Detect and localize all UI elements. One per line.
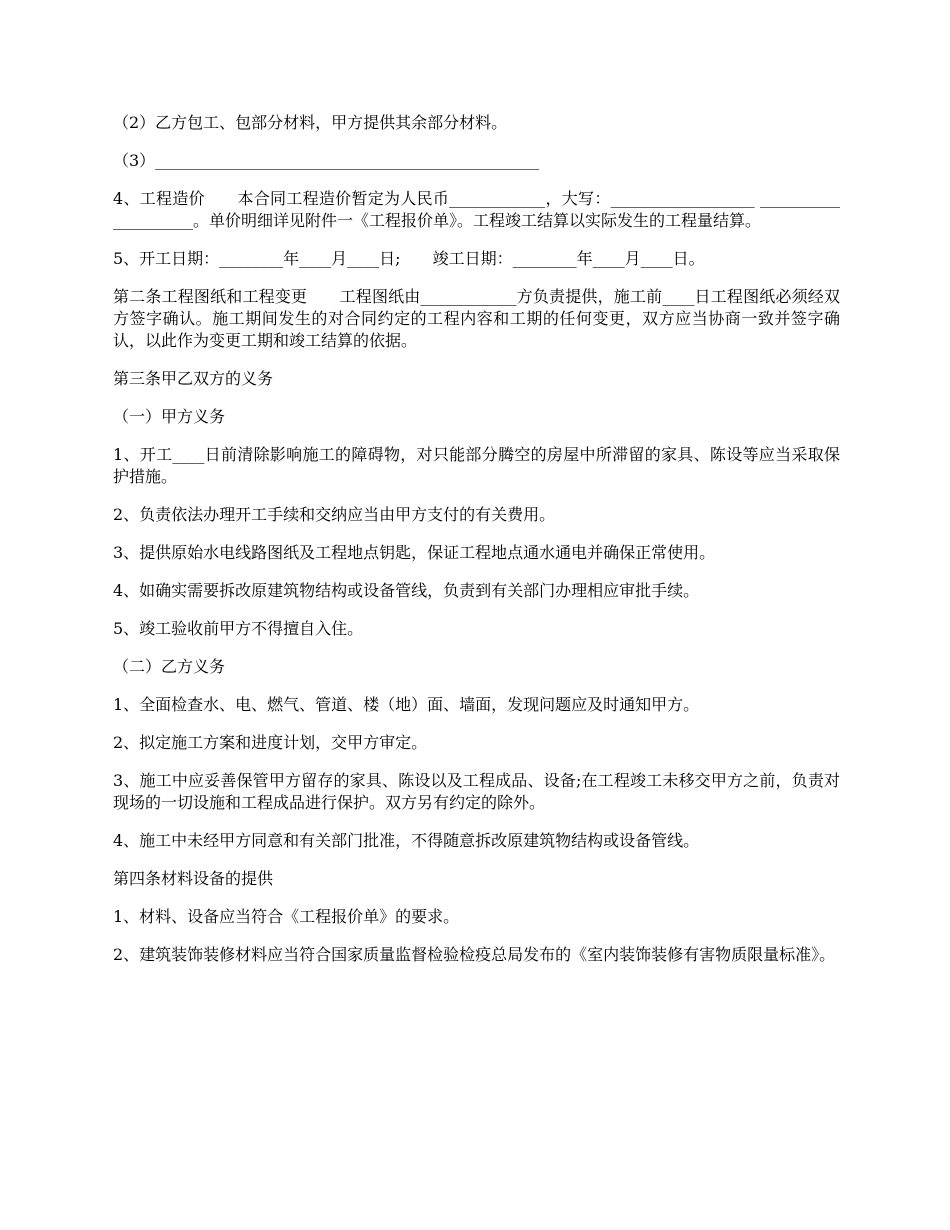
party-a-obligation-1: 1、开工____日前清除影响施工的障碍物，对只能部分腾空的房屋中所滞留的家具、陈设等应当采取保护措施。: [113, 445, 840, 486]
clause-4-project-cost: 4、工程造价 本合同工程造价暂定为人民币____________，大写：__________________ ____________________。单价明细详见附件一《工程报价单》。工程竣工结算以实际发生的工程量结算。: [113, 189, 840, 230]
article-3-heading: 第三条甲乙双方的义务: [113, 369, 274, 388]
party-a-obligation-2: 2、负责依法办理开工手续和交纳应当由甲方支付的有关费用。: [113, 505, 556, 524]
clause-3-blank: （3）________________________________________________: [113, 151, 540, 170]
materials-requirement-1: 1、材料、设备应当符合《工程报价单》的要求。: [113, 907, 460, 926]
materials-requirement-2: 2、建筑装饰装修材料应当符合国家质量监督检验检疫总局发布的《室内装饰装修有害物质限量标准》。: [113, 945, 836, 964]
party-b-obligation-4: 4、施工中未经甲方同意和有关部门批准，不得随意拆改原建筑物结构或设备管线。: [113, 831, 700, 850]
party-a-obligation-5: 5、竣工验收前甲方不得擅自入住。: [113, 619, 364, 638]
article-2-drawings-changes: 第二条工程图纸和工程变更 工程图纸由____________方负责提供，施工前____日工程图纸必须经双方签字确认。施工期间发生的对合同约定的工程内容和工期的任何变更，双方应当协商一致并签字确认，以此作为变更工期和竣工结算的依据。: [113, 287, 840, 350]
clause-5-dates: 5、开工日期：________年____月____日; 竣工日期：________年____月____日。: [113, 249, 705, 268]
party-b-obligation-3: 3、施工中应妥善保管甲方留存的家具、陈设以及工程成品、设备;在工程竣工未移交甲方之前，负责对现场的一切设施和工程成品进行保护。双方另有约定的除外。: [113, 771, 840, 812]
party-b-obligation-1: 1、全面检查水、电、燃气、管道、楼（地）面、墙面，发现问题应及时通知甲方。: [113, 695, 700, 714]
party-b-obligation-2: 2、拟定施工方案和进度计划，交甲方审定。: [113, 733, 428, 752]
document-page: [113, 112, 840, 966]
party-a-obligation-4: 4、如确实需要拆改原建筑物结构或设备管线，负责到有关部门办理相应审批手续。: [113, 581, 700, 600]
article-4-heading: 第四条材料设备的提供: [113, 869, 274, 888]
party-b-obligations-heading: （二）乙方义务: [113, 657, 226, 676]
clause-2-contracting-mode: （2）乙方包工、包部分材料，甲方提供其余部分材料。: [113, 113, 508, 132]
party-a-obligation-3: 3、提供原始水电线路图纸及工程地点钥匙，保证工程地点通水通电并确保正常使用。: [113, 543, 716, 562]
party-a-obligations-heading: （一）甲方义务: [113, 407, 226, 426]
